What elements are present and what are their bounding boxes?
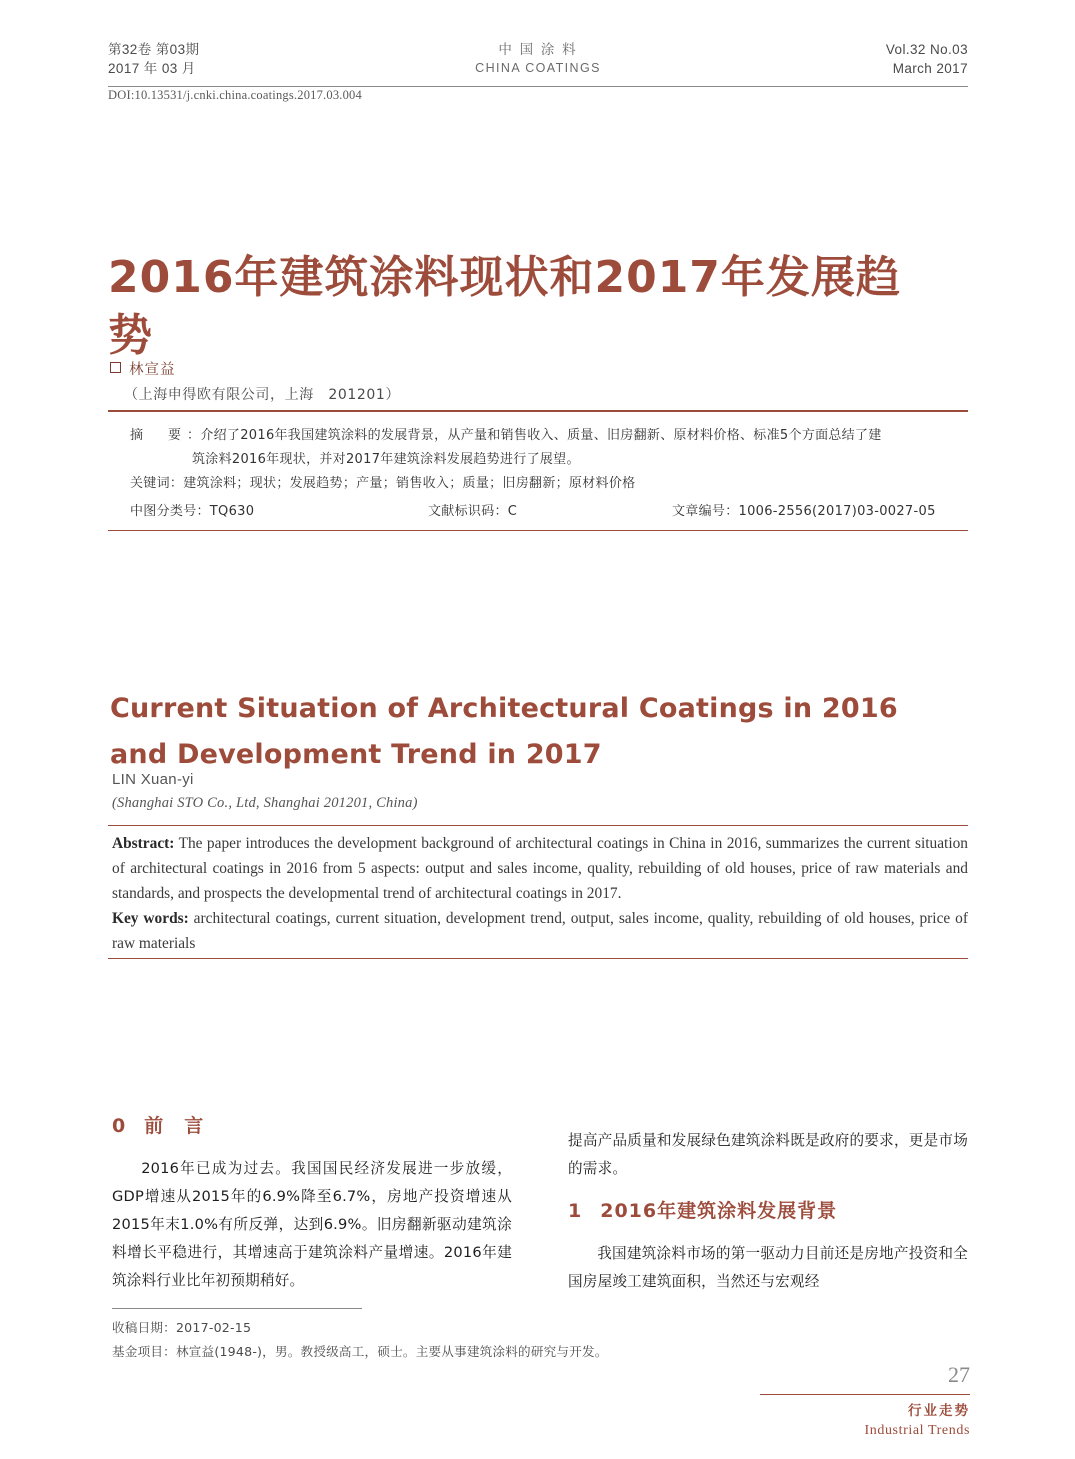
keywords-label-en: Key words:	[112, 910, 189, 927]
running-head-center	[108, 40, 968, 78]
keywords-en	[112, 906, 968, 956]
section-title-0: 前 言	[144, 1115, 205, 1137]
cn-abstract-rule-bottom	[108, 530, 968, 531]
abstract-text-cn-line1: 介绍了2016年我国建筑涂料的发展背景，从产量和销售收入、质量、旧房翻新、原材料价格、标准5个方面总结了建	[200, 428, 882, 443]
paragraph-intro: 2016年已成为过去。我国国民经济发展进一步放缓，GDP增速从2015年的6.9%降至6.7%，房地产投资增速从2015年末1.0%有所反弹，达到6.9%。旧房翻新驱动建筑涂料增长平稳进行，其增速高于建筑涂料产量增速。2016年建筑涂料行业比年初预期稍好。	[112, 1159, 512, 1289]
date-cn: 2017 年 03 月	[108, 61, 196, 76]
document-code: 文献标识码：C	[428, 504, 518, 519]
keywords-label-cn: 关键词	[130, 476, 170, 491]
running-head-right	[886, 40, 968, 78]
author-cn	[110, 358, 176, 379]
paragraph-continued: 提高产品质量和发展绿色建筑涂料既是政府的要求，更是市场的需求。	[568, 1131, 968, 1177]
header-divider	[108, 86, 968, 87]
abstract-label-cn: 摘 要	[130, 428, 188, 443]
cn-abstract-rule-top	[108, 410, 968, 412]
footer-divider	[760, 1394, 970, 1395]
keywords-text-cn: 建筑涂料；现状；发展趋势；产量；销售收入；质量；旧房翻新；原材料价格	[183, 476, 636, 491]
author-name-cn: 林宣益	[129, 362, 176, 378]
body-column-right	[568, 1112, 968, 1310]
paragraph-section1: 我国建筑涂料市场的第一驱动力目前还是房地产投资和全国房屋竣工建筑面积，当然还与宏观经	[568, 1244, 968, 1290]
affiliation-cn: （上海申得欧有限公司，上海 201201）	[124, 387, 401, 403]
section-heading-1	[568, 1197, 968, 1225]
en-abstract-rule-bottom	[108, 958, 968, 959]
abstract-cn: 摘 要：介绍了2016年我国建筑涂料的发展背景，从产量和销售收入、质量、旧房翻新、原材料价格、标准5个方面总结了建 筑涂料2016年现状，并对2017年建筑涂料发展趋势进行了展望。	[130, 424, 950, 472]
abstract-en	[112, 831, 968, 906]
footer-label-cn: 行业走势	[908, 1403, 970, 1419]
article-id: 文章编号：1006-2556(2017)03-0027-05	[672, 504, 936, 519]
page-title-cn: 2016年建筑涂料现状和2017年发展趋势	[108, 252, 901, 362]
abstract-label-en: Abstract:	[112, 835, 175, 852]
keywords-cn: 关键词：建筑涂料；现状；发展趋势；产量；销售收入；质量；旧房翻新；原材料价格	[130, 476, 636, 491]
date-en: March 2017	[892, 61, 968, 76]
received-date: 收稿日期：2017-02-15	[112, 1320, 252, 1335]
section-heading-0	[112, 1112, 512, 1140]
running-head	[108, 40, 968, 86]
section-number-0: 0	[112, 1115, 127, 1137]
section-title-1: 2016年建筑涂料发展背景	[600, 1200, 838, 1223]
author-en: LIN Xuan-yi	[112, 771, 194, 788]
body-column-left	[112, 1112, 512, 1309]
doi-text: DOI:10.13531/j.cnki.china.coatings.2017.03.004	[108, 88, 362, 102]
volume-issue-en: Vol.32 No.03	[885, 42, 968, 57]
journal-name-en: CHINA COATINGS	[475, 61, 601, 75]
footnote-divider	[112, 1308, 362, 1309]
square-bullet-icon	[110, 362, 121, 373]
funding-note: 基金项目：林宣益(1948-)，男。教授级高工，硕士。主要从事建筑涂料的研究与开发。	[112, 1344, 608, 1359]
article-meta-cn	[130, 500, 950, 522]
page-number: 27	[948, 1362, 970, 1387]
volume-issue-cn: 第32卷 第03期	[108, 42, 200, 57]
abstract-text-en: The paper introduces the development background of architectural coatings in China in 2016, summarizes the current situation of architectural coatings in 2016 from 5 aspects: output and sales income, quality, rebuilding of old houses, price of raw materials and standards, and prospects the developmental trend of architectural coatings in 2017.	[112, 835, 968, 902]
footnotes	[112, 1316, 812, 1364]
page-title-en: Current Situation of Architectural Coatings in 2016 and Development Trend in 2017	[110, 693, 898, 771]
clc-number: 中图分类号：TQ630	[130, 504, 255, 519]
keywords-text-en: architectural coatings, current situation, development trend, output, sales income, quality, rebuilding of old houses, price of raw materials	[112, 910, 968, 952]
abstract-text-cn-line2: 筑涂料2016年现状，并对2017年建筑涂料发展趋势进行了展望。	[192, 452, 580, 467]
page-footer	[690, 1362, 970, 1441]
affiliation-en: (Shanghai STO Co., Ltd, Shanghai 201201, China)	[112, 795, 418, 811]
footer-label-en: Industrial Trends	[864, 1423, 970, 1438]
journal-name-cn: 中 国 涂 料	[498, 42, 578, 57]
section-number-1: 1	[568, 1200, 583, 1223]
en-abstract-rule-top	[108, 825, 968, 826]
